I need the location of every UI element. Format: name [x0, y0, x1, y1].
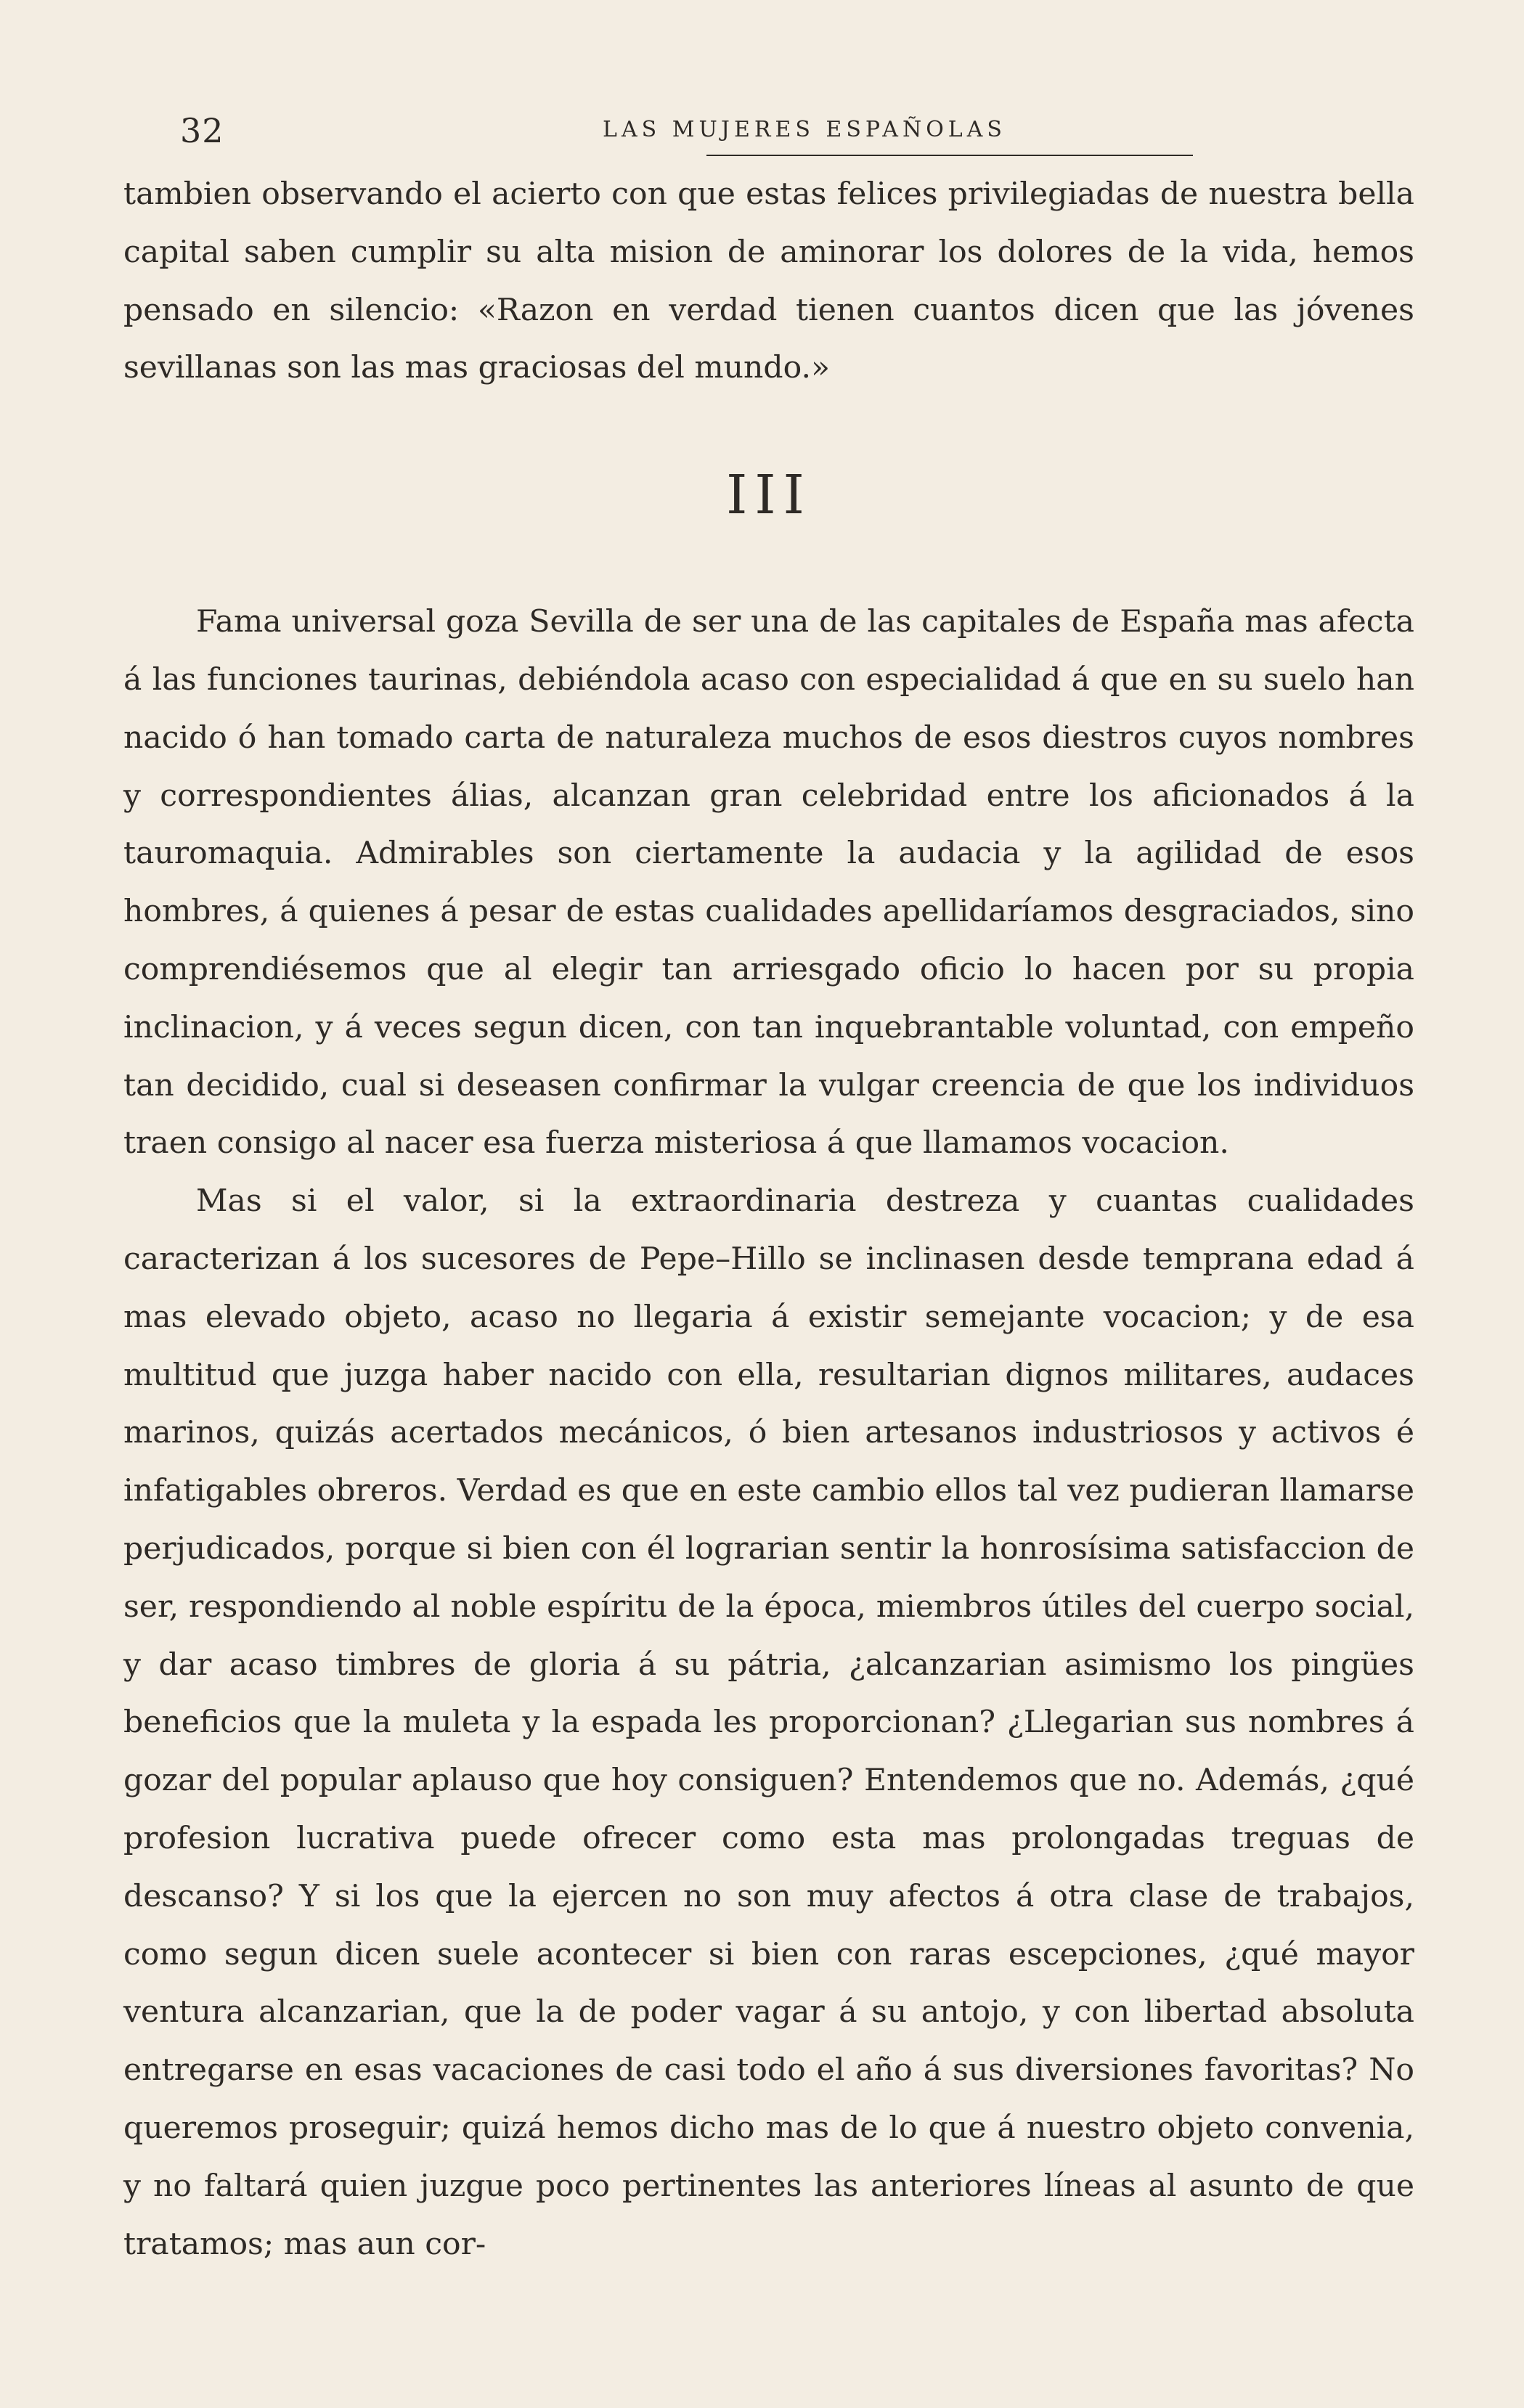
running-title: LAS MUJERES ESPAÑOLAS — [603, 117, 1006, 142]
page-number: 32 — [180, 111, 224, 150]
paragraph: Mas si el valor, si la extraordinaria destreza y cuantas cualidades caracterizan á los sucesores de Pepe–Hillo se inclinasen desde temprana edad á mas elevado objeto, acaso no llegaria á existir semejante vocacion; y de esa multitud que juzga haber nacido con ella, resultarian dignos militares, audaces marinos, quizás acertados mecánicos, ó bien artesanos industriosos y activos é infatigables obreros. Verdad es que en este cambio ellos tal vez pudieran llamarse perjudicados, porque si bien con él lograrian sentir la honrosísima satisfaccion de ser, respondiendo al noble espíritu de la época, miembros útiles del cuerpo social, y dar acaso timbres de gloria á su pátria, ¿alcanzarian asimismo los pingües beneficios que la muleta y la espada les proporcionan? ¿Llegarian sus nombres á gozar del popular aplauso que hoy consiguen? Entendemos que no. Además, ¿qué profesion lucrativa puede ofrecer como esta mas prolongadas treguas de descanso? Y si los que la ejercen no son muy afectos á otra clase de trabajos, como segun dicen suele acontecer si bien con raras escepciones, ¿qué mayor ventura alcanzarian, que la de poder vagar á su antojo, y con libertad absoluta entregarse en esas vacaciones de casi todo el año á sus diversiones favoritas? No queremos proseguir; quizá hemos dicho mas de lo que á nuestro objeto convenia, y no faltará quien juzgue poco pertinentes las anteriores líneas al asunto de que tratamos; mas aun cor- — [123, 1183, 1414, 2262]
header-rule — [706, 155, 1193, 156]
paragraph: Fama universal goza Sevilla de ser una de las capitales de España mas afecta á las funciones taurinas, debiéndola acaso con especialidad á que en su suelo han nacido ó han tomado carta de naturaleza muchos de esos diestros cuyos nombres y correspondientes álias, alcanzan gran celebridad entre los aficionados á la tauromaquia. Admirables son ciertamente la audacia y la agilidad de esos hombres, á quienes á pesar de estas cualidades apellidaríamos desgraciados, sino comprendiésemos que al elegir tan arriesgado oficio lo hacen por su propia inclinacion, y á veces segun dicen, con tan inquebrantable voluntad, con empeño tan decidido, cual si deseasen confirmar la vulgar creencia de que los individuos traen consigo al nacer esa fuerza misteriosa á que llamamos vocacion. — [123, 604, 1414, 1162]
section-heading: III — [726, 464, 812, 527]
paragraph-continued: tambien observando el acierto con que estas felices privilegiadas de nuestra bella capital saben cumplir su alta mision de aminorar los dolores de la vida, hemos pensado en silencio: «Razon en verdad tienen cuantos dicen que las jóvenes sevillanas son las mas graciosas del mundo.» — [123, 176, 1414, 386]
page-header — [180, 98, 1429, 156]
body-text — [123, 166, 1414, 2273]
